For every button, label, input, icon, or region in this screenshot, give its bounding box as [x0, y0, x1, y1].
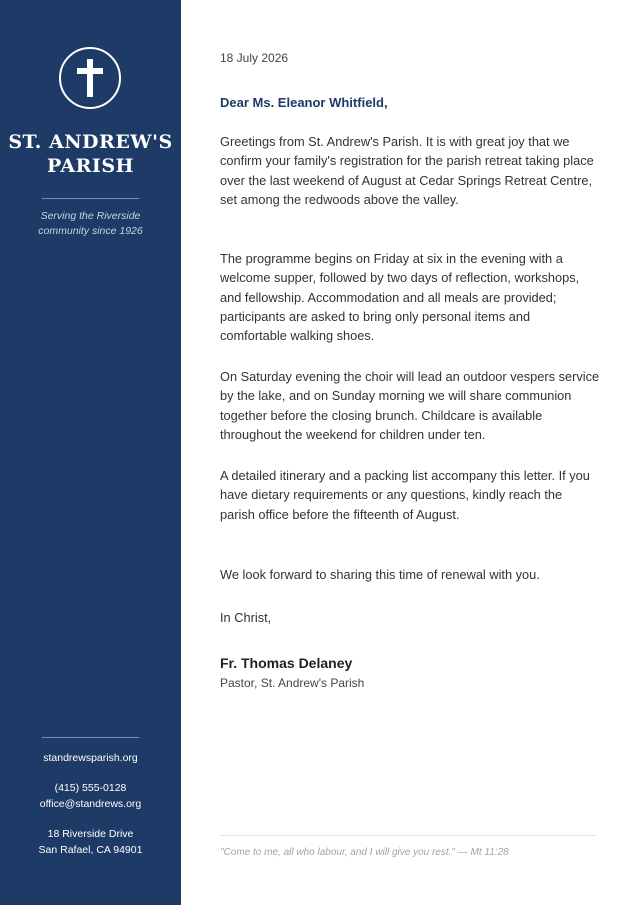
- letter-date: 18 July 2026: [220, 51, 289, 65]
- address-line1: 18 Riverside Drive: [47, 828, 134, 840]
- sidebar: [0, 0, 181, 905]
- paragraph-1: Greetings from St. Andrew's Parish. It is with great joy that we confirm your family's registration for the parish retreat taking place over the last weekend of August at Cedar Springs Retreat Centre, set among the redwoods above the valley.: [220, 134, 594, 207]
- website-link[interactable]: standrewsparish.org: [43, 752, 138, 764]
- closing: In Christ,: [220, 610, 272, 625]
- sidebar-divider-top: [42, 198, 139, 199]
- tagline-line1: Serving the Riverside: [40, 210, 141, 222]
- paragraph-3: On Saturday evening the choir will lead an outdoor vespers service by the lake, and on Sunday morning we will share communion together before the closing brunch. Childcare is available throughout the weekend for children under ten.: [220, 369, 600, 442]
- parish-name-line1: ST. ANDREW'S: [8, 131, 173, 153]
- phone-number[interactable]: (415) 555-0128: [54, 782, 127, 794]
- parish-name-line2: PARISH: [47, 155, 134, 177]
- tagline-line2: community since 1926: [38, 225, 143, 237]
- footer-divider: [220, 835, 596, 836]
- paragraph-5: We look forward to sharing this time of renewal with you.: [220, 567, 540, 582]
- signer-name: Fr. Thomas Delaney: [220, 655, 353, 671]
- tagline: [0, 209, 181, 239]
- footer-quote: "Come to me, all who labour, and I will give you rest." — Mt 11:28: [220, 847, 509, 858]
- parish-name: [0, 130, 181, 178]
- sidebar-divider-bottom: [42, 737, 139, 738]
- cross-icon: [59, 47, 121, 109]
- salutation: Dear Ms. Eleanor Whitfield,: [220, 95, 388, 110]
- paragraph-4: A detailed itinerary and a packing list accompany this letter. If you have dietary requirements or any questions, kindly reach the parish office before the fifteenth of August.: [220, 468, 590, 522]
- paragraph-2: The programme begins on Friday at six in the evening with a welcome supper, followed by two days of reflection, workshops, and fellowship. Accommodation and all meals are provided; participants are asked to bring only personal items and comfortable walking shoes.: [220, 251, 580, 344]
- signer-title: Pastor, St. Andrew's Parish: [220, 676, 365, 690]
- address-line2: San Rafael, CA 94901: [38, 844, 143, 856]
- email-link[interactable]: office@standrews.org: [39, 798, 142, 810]
